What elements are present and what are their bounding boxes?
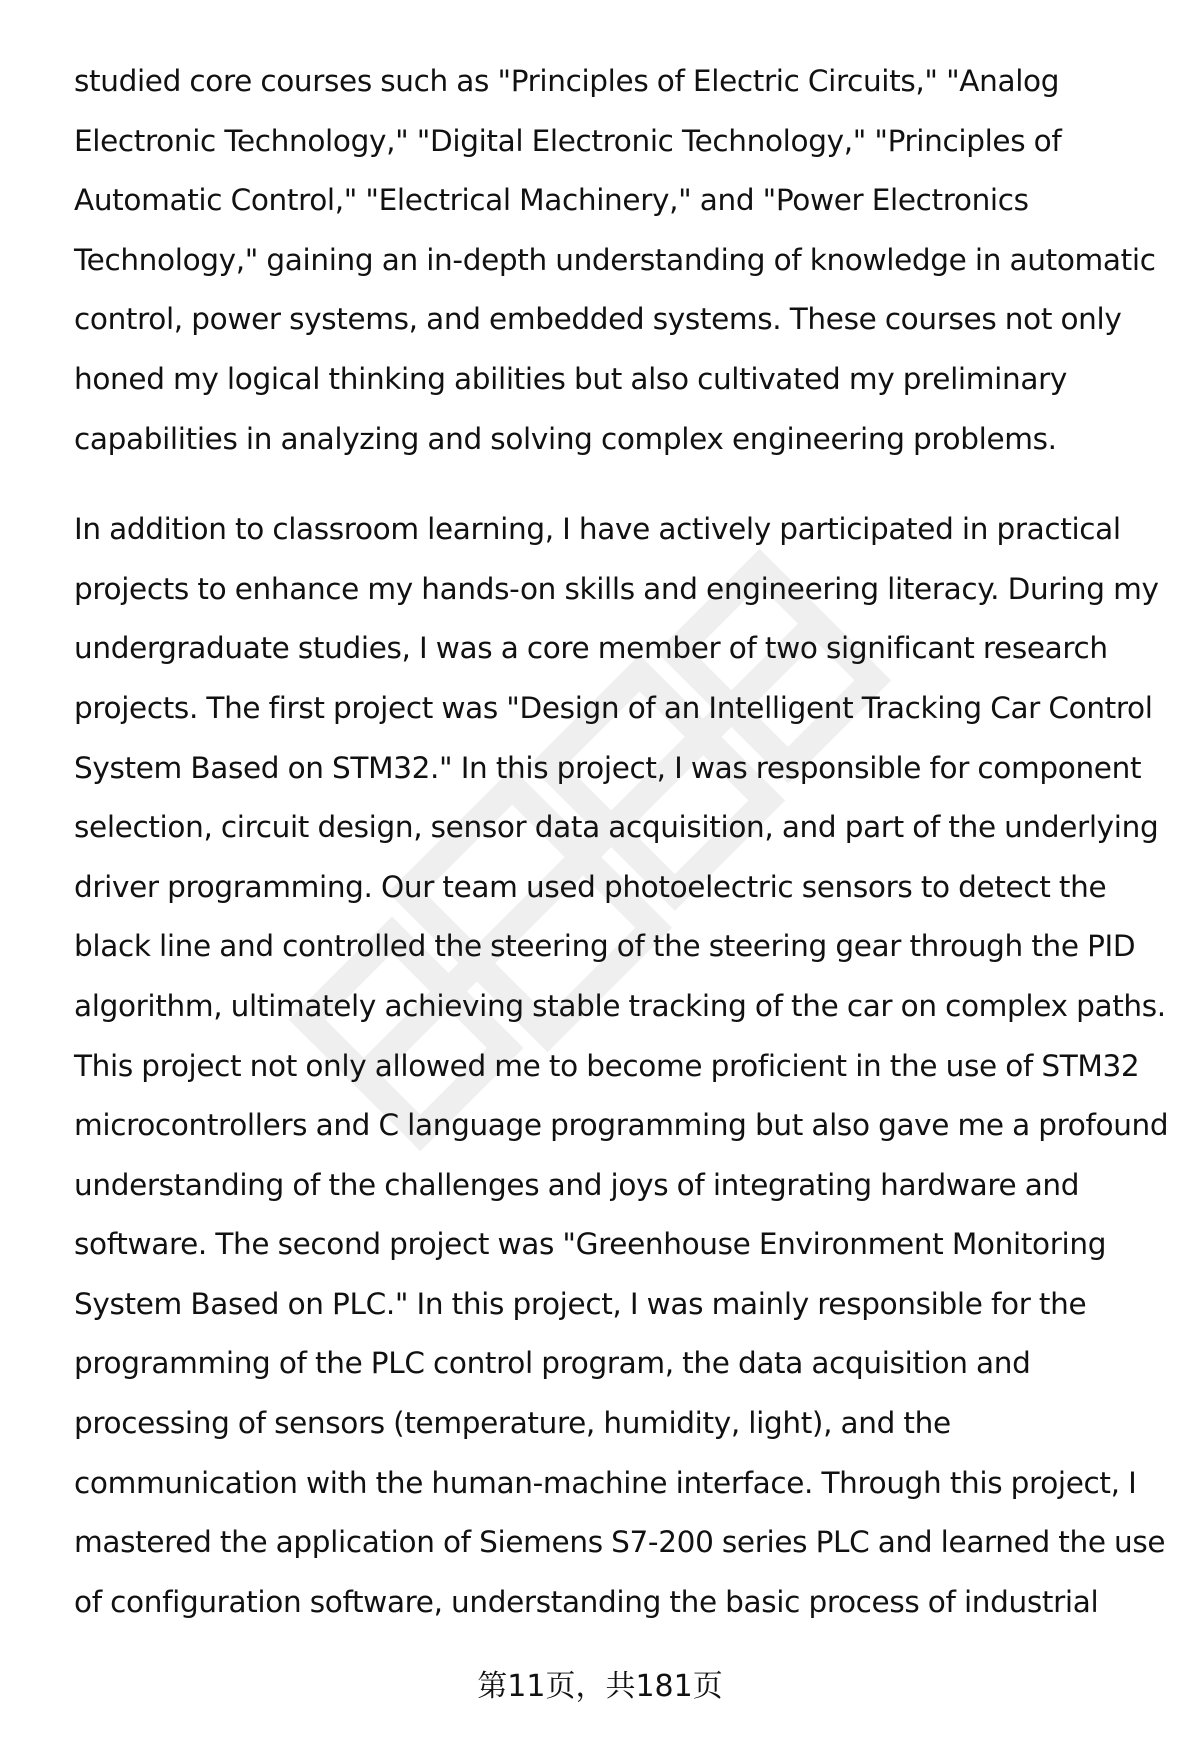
paragraph-courses: studied core courses such as "Principles of Electric Circuits," "Analog Electronic Technology," "Digital Electronic Technology," "Principles of Automatic Control," "Electrical Machinery," and "Power Electronics Technology," gaining an in-depth understanding of knowledge in automatic control, power systems, and embedded systems. These courses not only honed my logical thinking abilities but also cultivated my preliminary capabilities in analyzing and solving complex engineering problems. [74, 64, 1156, 456]
paragraph-projects: In addition to classroom learning, I have actively participated in practical projects to enhance my hands-on skills and engineering literacy. During my undergraduate studies, I was a core member of two significant research projects. The first project was "Design of an Intelligent Tracking Car Control System Based on STM32." In this project, I was responsible for component selection, circuit design, sensor data acquisition, and part of the underlying driver programming. Our team used photoelectric sensors to detect the black line and controlled the steering of the steering gear through the PID algorithm, ultimately achieving stable tracking of the car on complex paths. This project not only allowed me to become proficient in the use of STM32 microcontrollers and C language programming but also gave me a profound understanding of the challenges and joys of integrating hardware and software. The second project was "Greenhouse Environment Monitoring System Based on PLC." In this project, I was mainly responsible for the programming of the PLC control program, the data acquisition and processing of sensors (temperature, humidity, light), and the communication with the human-machine interface. Through this project, I mastered the application of Siemens S7-200 series PLC and learned the use of configuration software, understanding the basic process of industrial [74, 512, 1169, 1619]
document-body [74, 52, 1170, 1632]
page-number-footer: 第11页，共181页 [477, 1669, 723, 1704]
